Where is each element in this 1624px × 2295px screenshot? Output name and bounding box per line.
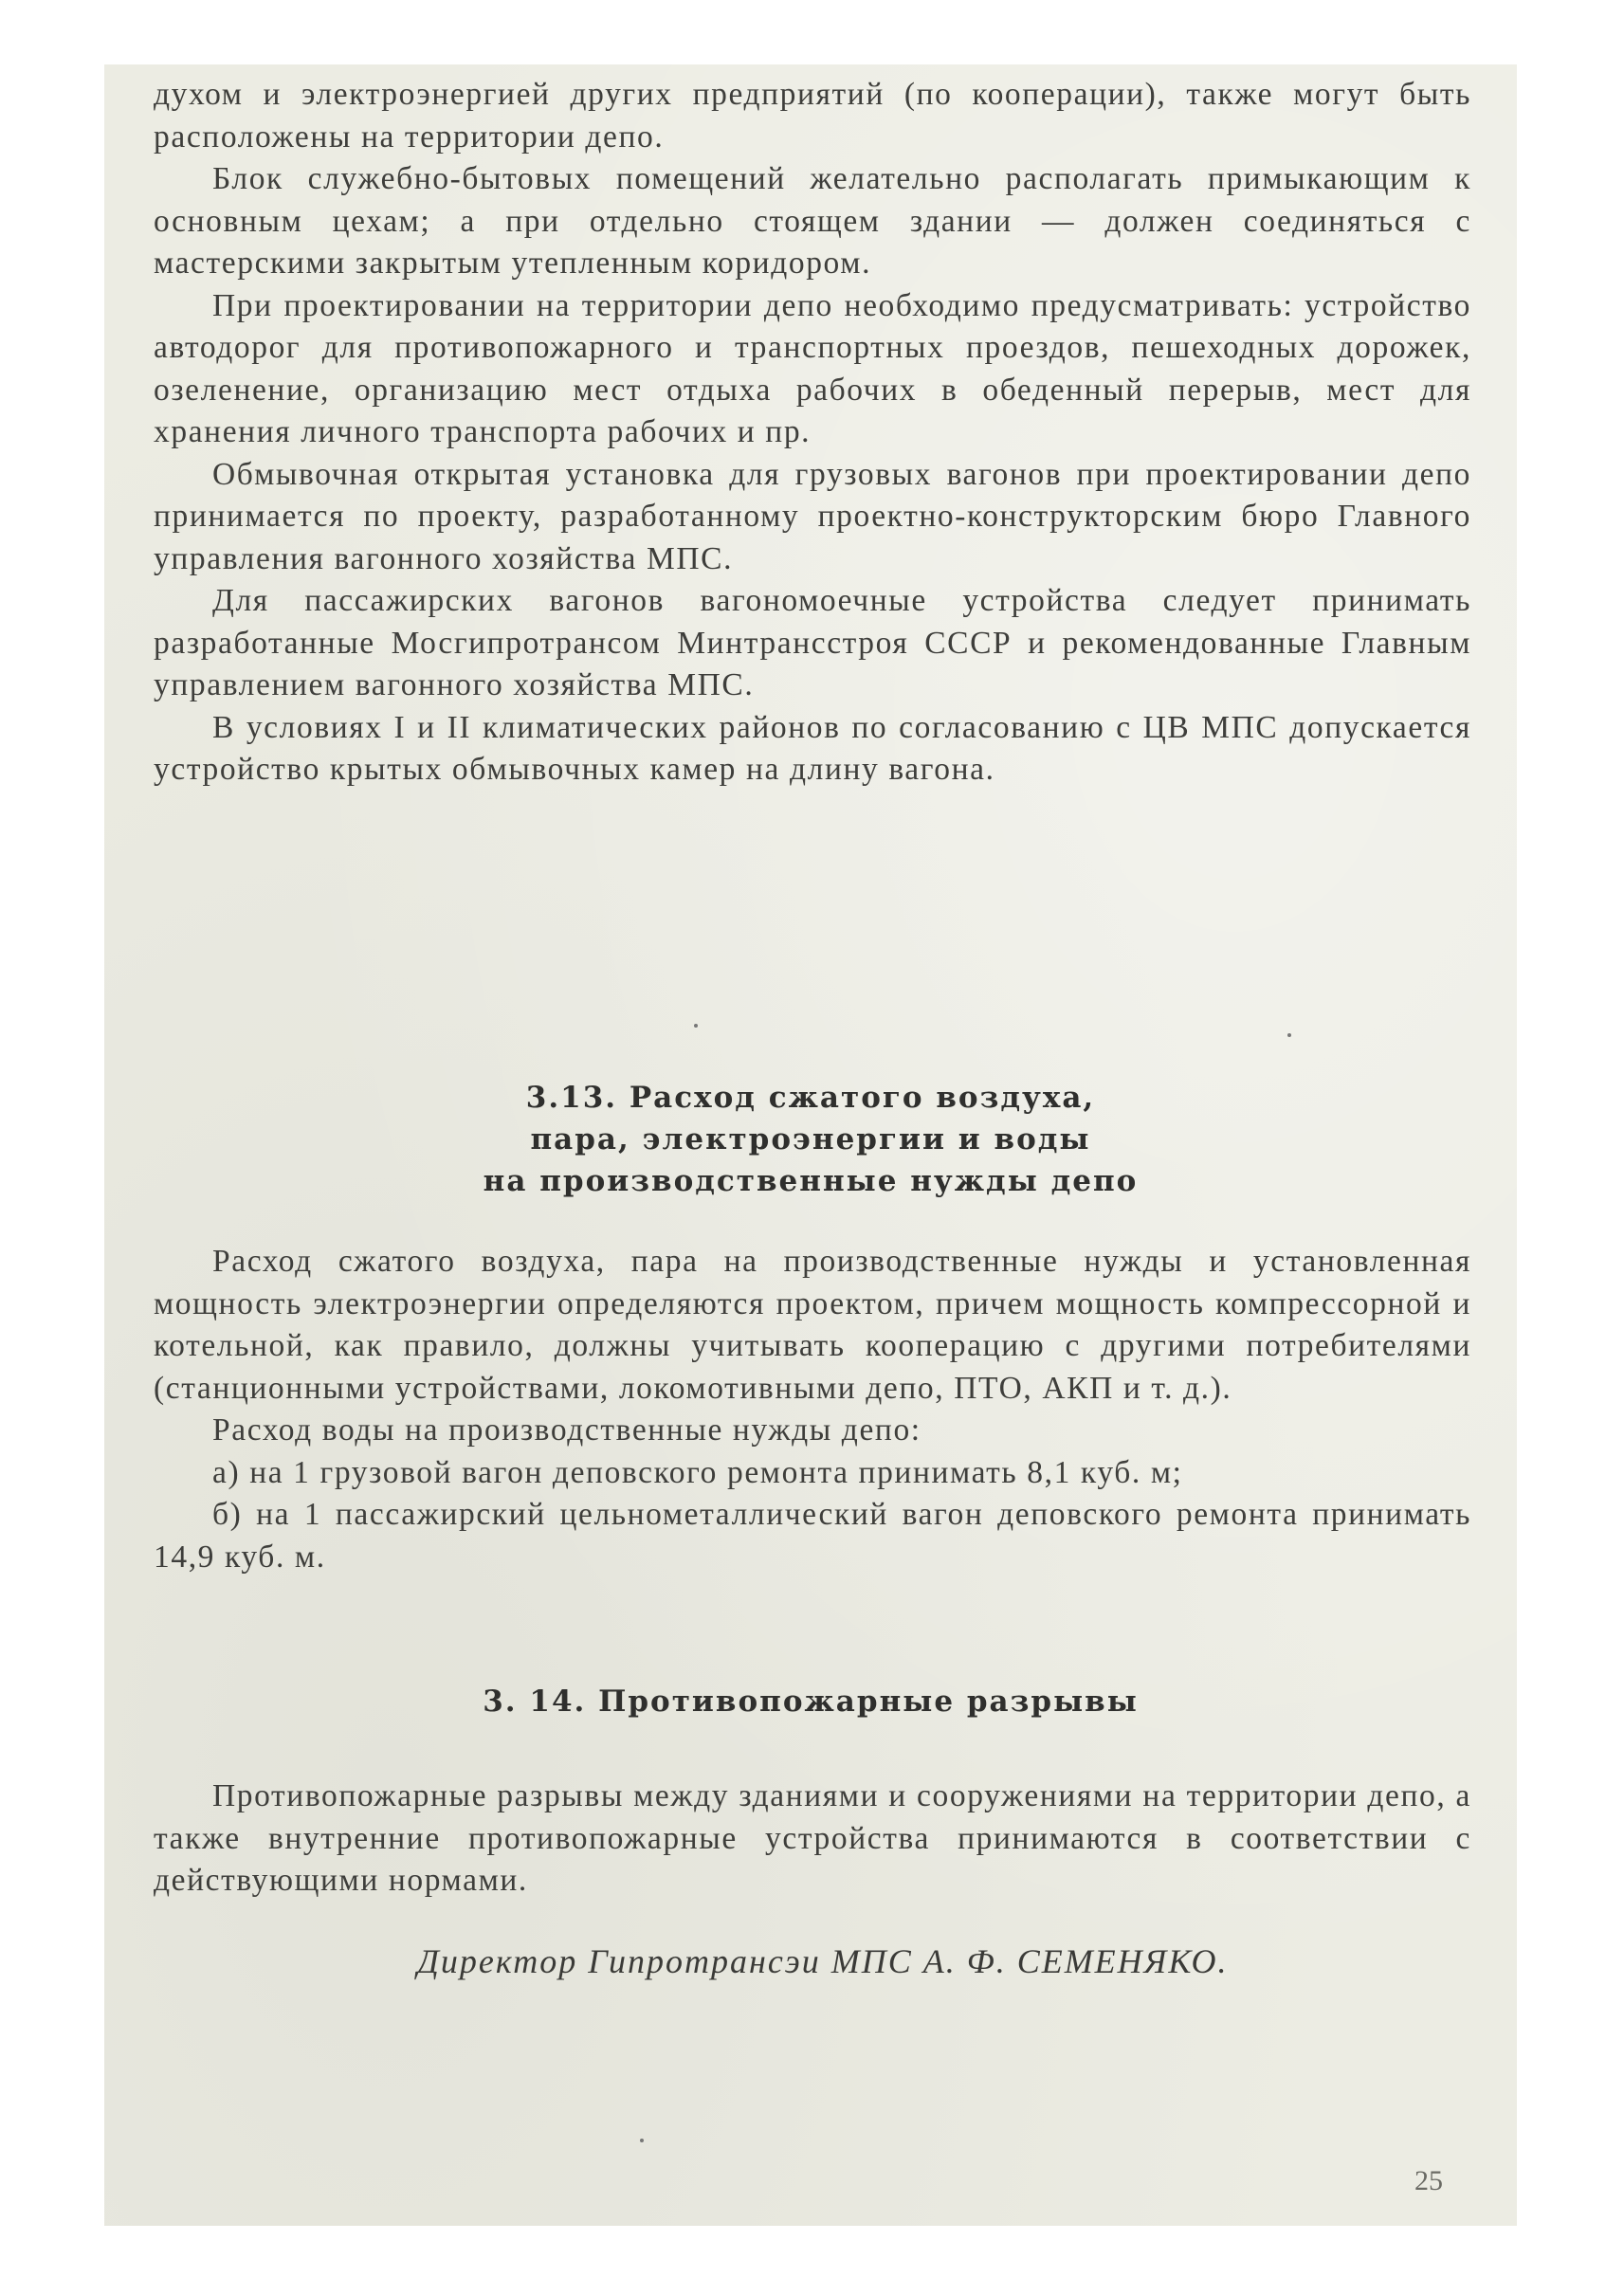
paragraph: б) на 1 пассажирский цельнометаллический вагон деповского ремонта принимать 14,9 куб. м. xyxy=(154,1497,1471,1575)
paragraph: Расход воды на производственные нужды депо: xyxy=(212,1412,921,1448)
paragraph: а) на 1 грузовой вагон деповского ремонта принимать 8,1 куб. м; xyxy=(212,1454,1183,1490)
scanned-page xyxy=(104,64,1517,2226)
page-number: 25 xyxy=(1414,2165,1443,2196)
section-3-13-heading-line: пара, электроэнергии и воды xyxy=(530,1122,1091,1157)
section-3-13-heading-line: на производственные нужды депо xyxy=(483,1164,1139,1198)
paragraph: духом и электроэнергией других предприятий (по кооперации), также могут быть расположены на территории депо. xyxy=(154,77,1471,155)
paragraph: Противопожарные разрывы между зданиями и сооружениями на территории депо, а также внутренние противопожарные устройства принимаются в соответствии с действующими нормами. xyxy=(154,1778,1471,1898)
paragraph: Расход сжатого воздуха, пара на производственные нужды и установленная мощность электроэнергии определяются проектом, причем мощность компрессорной и котельной, как правило, должны учитывать кооперацию с другими потребителями (станционными устройствами, локомотивными депо, ПТО, АКП и т. д.). xyxy=(154,1244,1471,1406)
scan-speck xyxy=(1287,1033,1291,1037)
scan-speck xyxy=(694,1024,698,1028)
scan-speck xyxy=(640,2139,644,2142)
section-3-13-heading xyxy=(104,1077,1517,1202)
paragraph: При проектировании на территории депо необходимо предусматривать: устройство автодорог для противопожарного и транспортных проездов, пешеходных дорожек, озеленение, организацию мест отдыха рабочих в обеденный перерыв, мест для хранения личного транспорта рабочих и пр. xyxy=(154,287,1471,449)
section-3-13-heading-line: 3.13. Расход сжатого воздуха, xyxy=(525,1081,1096,1115)
body-text-section-3-14 xyxy=(154,1776,1471,1903)
paragraph: Для пассажирских вагонов вагономоечные устройства следует принимать разработанные Мосгипротрансом Минтрансстроя СССР и рекомендованные Главным управлением вагонного хозяйства МПС. xyxy=(154,583,1471,702)
paragraph: Блок служебно-бытовых помещений желательно располагать примыкающим к основным цехам; а при отдельно стоящем здании — должен соединяться с мастерскими закрытым утепленным коридором. xyxy=(154,161,1471,281)
body-text-section-3-13 xyxy=(154,1241,1471,1578)
signature-line: Директор Гипротрансэи МПС А. Ф. СЕМЕНЯКО. xyxy=(417,1942,1229,1980)
body-text-top xyxy=(154,74,1471,792)
paragraph: В условиях I и II климатических районов по согласованию с ЦВ МПС допускается устройство крытых обмывочных камер на длину вагона. xyxy=(154,709,1471,787)
section-3-14-heading xyxy=(104,1681,1517,1722)
paragraph: Обмывочная открытая установка для грузовых вагонов при проектировании депо принимается по проекту, разработанному проектно-конструкторским бюро Главного управления вагонного хозяйства МПС. xyxy=(154,456,1471,576)
section-3-14-heading-line: 3. 14. Противопожарные разрывы xyxy=(483,1685,1139,1719)
